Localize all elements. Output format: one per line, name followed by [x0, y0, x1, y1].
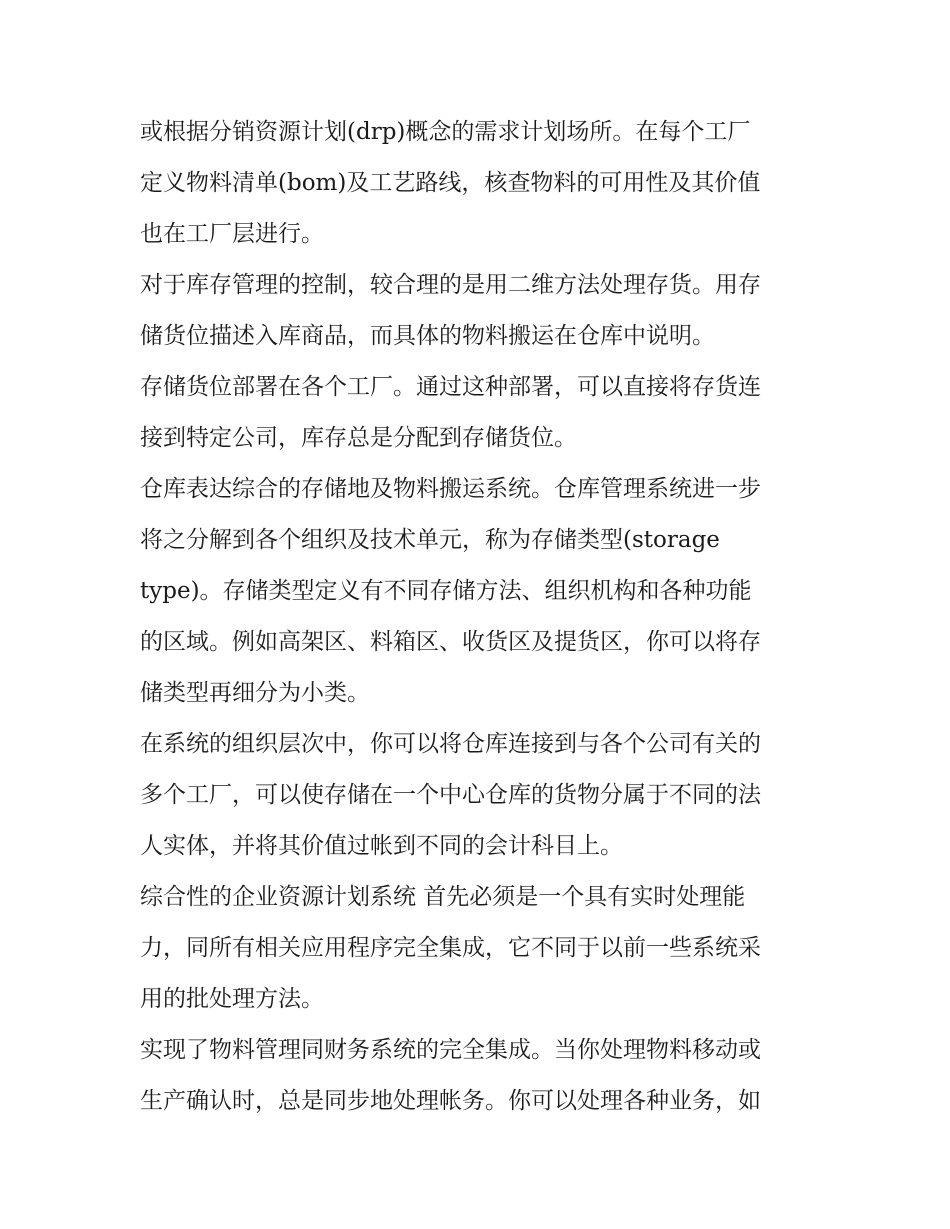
- paragraph-6: [140, 872, 820, 1025]
- text-line: 的区域。例如高架区、料箱区、收货区及提货区，你可以将存: [140, 629, 761, 655]
- text-line: 人实体，并将其价值过帐到不同的会计科目上。: [140, 833, 623, 859]
- text-line: 或根据分销资源计划(drp)概念的需求计划场所。在每个工厂: [140, 119, 751, 145]
- paragraph-2: [140, 260, 820, 362]
- text-line: 仓库表达综合的存储地及物料搬运系统。仓库管理系统进一步: [140, 476, 761, 502]
- text-line: 存储货位部署在各个工厂。通过这种部署，可以直接将存货连: [140, 374, 761, 400]
- paragraph-4: [140, 464, 820, 719]
- paragraph-7: [140, 1025, 820, 1127]
- text-line: 力，同所有相关应用程序完全集成，它不同于以前一些系统采: [140, 935, 761, 961]
- document-body: [140, 107, 820, 1127]
- paragraph-5: [140, 719, 820, 872]
- text-line: type)。存储类型定义有不同存储方法、组织机构和各种功能: [140, 578, 752, 604]
- text-line: 对于库存管理的控制，较合理的是用二维方法处理存货。用存: [140, 272, 761, 298]
- text-line: 用的批处理方法。: [140, 986, 324, 1012]
- text-line: 生产确认时，总是同步地处理帐务。你可以处理各种业务，如: [140, 1088, 761, 1114]
- text-line: 储类型再细分为小类。: [140, 680, 370, 706]
- text-line: 将之分解到各个组织及技术单元，称为存储类型(storage: [140, 527, 720, 553]
- text-line: 储货位描述入库商品，而具体的物料搬运在仓库中说明。: [140, 323, 715, 349]
- text-line: 接到特定公司，库存总是分配到存储货位。: [140, 425, 577, 451]
- text-line: 定义物料清单(bom)及工艺路线，核查物料的可用性及其价值: [140, 170, 761, 196]
- paragraph-1: [140, 107, 820, 260]
- text-line: 实现了物料管理同财务系统的完全集成。当你处理物料移动或: [140, 1037, 761, 1063]
- paragraph-3: [140, 362, 820, 464]
- text-line: 多个工厂，可以使存储在一个中心仓库的货物分属于不同的法: [140, 782, 761, 808]
- text-line: 综合性的企业资源计划系统 首先必须是一个具有实时处理能: [140, 884, 746, 910]
- text-line: 也在工厂层进行。: [140, 221, 324, 247]
- text-line: 在系统的组织层次中，你可以将仓库连接到与各个公司有关的: [140, 731, 761, 757]
